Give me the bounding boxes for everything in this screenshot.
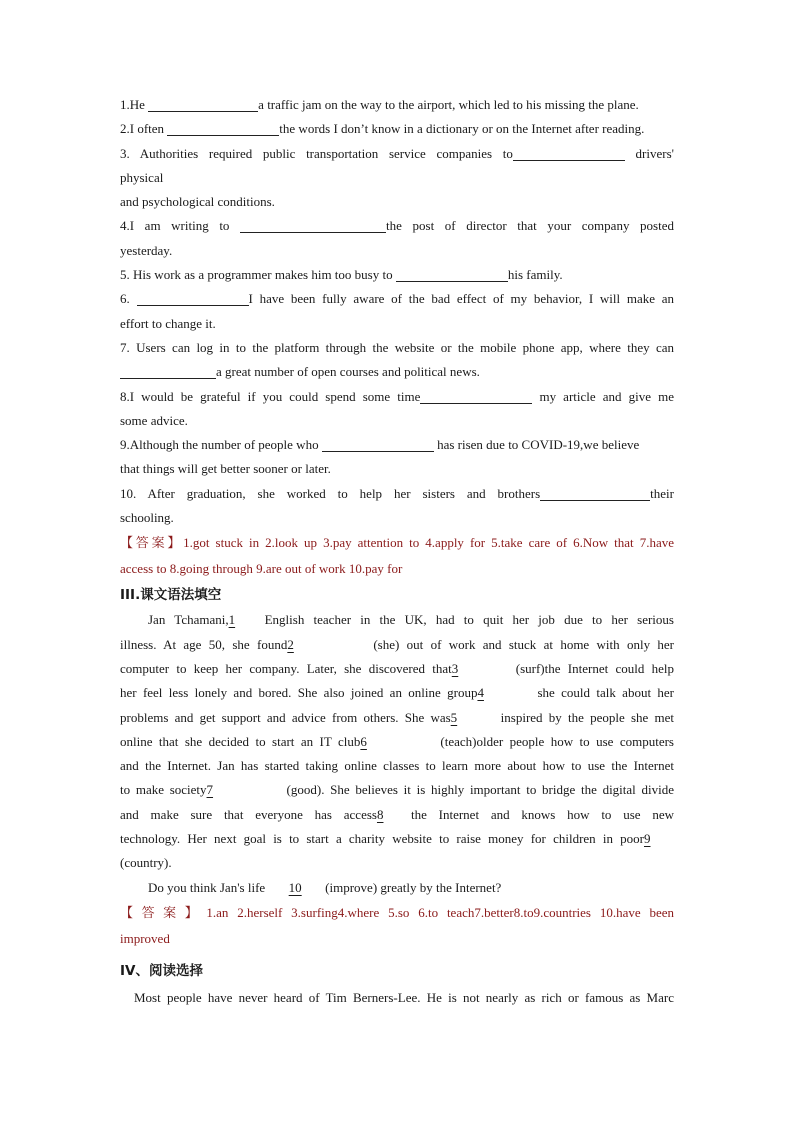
question-text: 5. His work as a programmer makes him too busy to — [120, 267, 396, 283]
passage-line — [120, 730, 674, 754]
numbered-blank: 9 — [644, 831, 651, 847]
question-text: 4.I am writing to — [120, 218, 241, 234]
passage-text: English teacher in the UK, had to quit her job due to her serious — [264, 612, 674, 628]
section-heading-4: IV、阅读选择 — [120, 962, 203, 979]
blank — [540, 486, 650, 501]
blank — [120, 364, 216, 379]
question-9 — [120, 433, 674, 457]
question-text: the post of director that your company posted — [386, 218, 674, 234]
question-1 — [120, 93, 674, 117]
passage-line — [120, 706, 674, 730]
question-text: the words I don’t know in a dictionary or on the Internet after reading. — [279, 121, 645, 137]
question-text: has risen due to COVID-19,we believe — [433, 437, 640, 453]
question-5 — [120, 263, 674, 287]
question-text: 6. — [120, 291, 137, 307]
question-text: drivers' — [624, 145, 674, 161]
worksheet-page — [120, 93, 674, 1010]
blank — [513, 146, 625, 161]
blank — [148, 97, 258, 112]
question-text: 3. Authorities required public transportation service companies to — [120, 145, 513, 161]
blank — [137, 291, 249, 306]
question-4 — [120, 214, 674, 238]
blank — [167, 121, 279, 136]
answer-key-3 — [120, 900, 674, 926]
passage-text: computer to keep her company. Later, she discovered that — [120, 660, 452, 676]
passage-text: Do you think Jan's life — [148, 879, 266, 895]
question-2 — [120, 117, 674, 141]
question-text: I have been fully aware of the bad effect of my behavior, I will make an — [248, 291, 675, 307]
passage-text: and make sure that everyone has access — [120, 806, 377, 822]
numbered-blank: 6 — [360, 733, 367, 749]
numbered-blank: 8 — [376, 806, 384, 822]
question-9-cont: that things will get better sooner or later. — [120, 461, 331, 477]
passage-text: (she) out of work and stuck at home with only her — [373, 636, 674, 652]
question-10-cont: schooling. — [120, 510, 174, 526]
passage-line — [120, 754, 674, 778]
question-4-cont: yesterday. — [120, 242, 173, 258]
passage-text: (country). — [120, 855, 172, 871]
numbered-blank: 10 — [288, 879, 302, 895]
answer-tag: 【答案】 — [120, 535, 184, 551]
passage-line — [120, 681, 674, 705]
passage-text: (good). She believes it is highly important to bridge the digital divide — [286, 782, 674, 798]
question-6 — [120, 287, 674, 311]
answer-key-2-cont: access to 8.going through 9.are out of work 10.pay for — [120, 561, 403, 577]
answer-tag: 【答案】 — [120, 904, 207, 920]
passage-text: problems and get support and advice from others. She was — [120, 709, 451, 725]
passage-text: to make society — [120, 782, 207, 798]
question-text: 8.I would be grateful if you could spend some time — [120, 388, 421, 404]
passage-text: Jan Tchamani, — [148, 612, 229, 628]
question-6-cont: effort to change it. — [120, 315, 216, 331]
passage-text: (surf)the Internet could help — [515, 660, 674, 676]
numbered-blank: 4 — [477, 685, 484, 701]
question-10 — [120, 482, 674, 506]
question-text: 1.He — [120, 97, 149, 112]
answer-key-2 — [120, 530, 674, 556]
passage-line — [120, 851, 674, 875]
blank — [420, 389, 532, 404]
passage-text: and the Internet. Jan has started taking online classes to learn more about how to use the Internet — [120, 758, 674, 774]
numbered-blank: 1 — [228, 612, 236, 628]
blank — [240, 218, 386, 233]
passage-text: illness. At age 50, she found — [120, 636, 288, 652]
question-8-cont: some advice. — [120, 412, 188, 428]
grammar-passage — [120, 608, 674, 900]
passage-text: (improve) greatly by the Internet? — [325, 879, 502, 895]
question-text: his family. — [507, 267, 563, 283]
question-text: my article and give me — [532, 388, 674, 404]
question-text: a traffic jam on the way to the airport, which led to his missing the plane. — [258, 97, 639, 112]
answer-text: 1.got stuck in 2.look up 3.pay attention to 4.apply for 5.take care of 6.Now that 7.have — [183, 535, 674, 551]
blank — [396, 267, 508, 282]
passage-line — [120, 803, 674, 827]
answer-text: 1.an 2.herself 3.surfing4.where 5.so 6.to teach7.better8.to9.countries 10.have been — [206, 904, 674, 920]
numbered-blank: 7 — [206, 782, 214, 798]
question-7: 7. Users can log in to the platform through the website or the mobile phone app, where they can — [120, 339, 674, 355]
numbered-blank: 3 — [451, 660, 459, 676]
passage-text: (teach)older people how to use computers — [440, 733, 674, 749]
answer-key-3-cont: improved — [120, 930, 170, 946]
numbered-blank: 2 — [287, 636, 294, 652]
question-3 — [120, 142, 674, 166]
question-text: 9.Although the number of people who — [120, 437, 322, 453]
question-8 — [120, 385, 674, 409]
reading-passage-line: Most people have never heard of Tim Berners-Lee. He is not nearly as rich or famous as Marc — [134, 989, 674, 1005]
passage-line — [120, 778, 674, 802]
question-text: a great number of open courses and political news. — [216, 364, 480, 380]
passage-text: she could talk about her — [537, 685, 674, 701]
passage-line — [120, 827, 674, 851]
passage-line — [120, 608, 674, 632]
passage-text: technology. Her next goal is to start a charity website to raise money for children in poor — [120, 831, 644, 847]
passage-text: online that she decided to start an IT club — [120, 733, 361, 749]
blank — [322, 437, 434, 452]
passage-text: inspired by the people she met — [500, 709, 674, 725]
passage-line — [120, 633, 674, 657]
question-text: 10. After graduation, she worked to help her sisters and brothers — [120, 485, 541, 501]
question-text: 2.I often — [120, 121, 168, 137]
question-7-cont — [120, 360, 674, 384]
passage-line — [120, 657, 674, 681]
question-text: their — [650, 485, 674, 501]
passage-line — [120, 876, 674, 900]
question-3-cont: physical — [120, 169, 164, 185]
section-heading-3: III.课文语法填空 — [120, 587, 222, 604]
passage-text: the Internet and knows how to use new — [410, 806, 674, 822]
passage-text: her feel less lonely and bored. She also joined an online group — [120, 685, 478, 701]
numbered-blank: 5 — [450, 709, 458, 725]
question-3-cont2: and psychological conditions. — [120, 194, 275, 210]
